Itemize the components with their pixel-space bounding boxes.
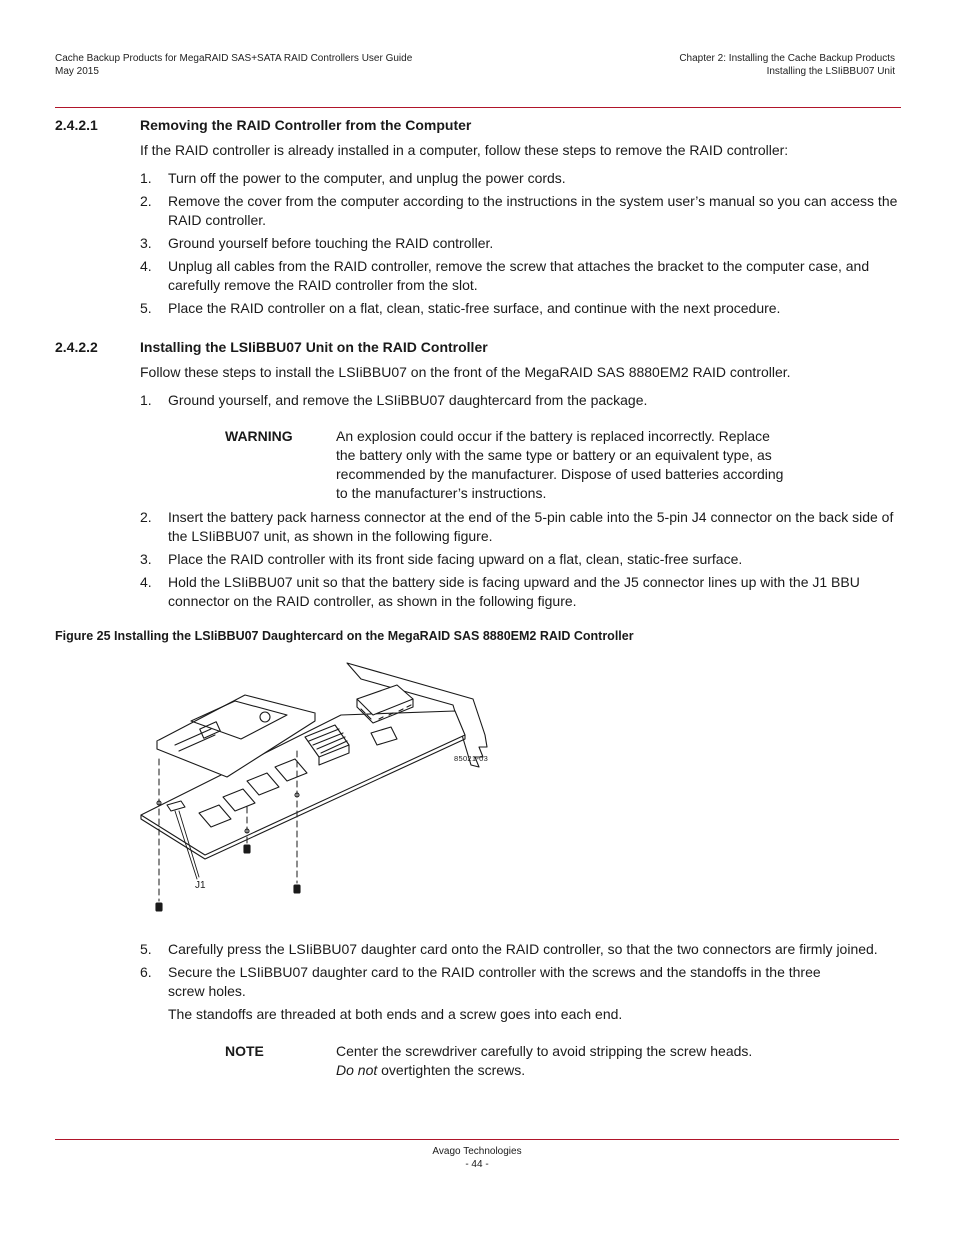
section-heading: Removing the RAID Controller from the Computer	[140, 117, 472, 133]
list-number: 1.	[140, 170, 152, 186]
footer-company: Avago Technologies	[432, 1146, 522, 1157]
list-text: Place the RAID controller on a flat, clean, static-free surface, and continue with the next procedure.	[168, 300, 781, 316]
note-emphasis: Do not	[336, 1062, 378, 1078]
note-line-2	[336, 1061, 796, 1080]
figure-illustration	[135, 655, 505, 925]
list-text: Carefully press the LSIiBBU07 daughter card onto the RAID controller, so that the two connectors are firmly joined.	[168, 941, 878, 957]
chapter-title: Chapter 2: Installing the Cache Backup Products	[679, 53, 895, 64]
list-text: Hold the LSIiBBU07 unit so that the battery side is facing upward and the J5 connector lines up with the J1 BBU connector on the RAID controller, as shown in the following figure.	[168, 574, 860, 609]
section-intro: If the RAID controller is already installed in a computer, follow these steps to remove the RAID controller:	[140, 142, 789, 158]
controller-line-drawing	[135, 655, 505, 925]
list-number: 4.	[140, 258, 152, 274]
doc-title: Cache Backup Products for MegaRAID SAS+SATA RAID Controllers User Guide	[55, 53, 413, 64]
warning-text: An explosion could occur if the battery is replaced incorrectly. Replace the battery only with the same type or battery or an equivalent type, as recommended by the manufacturer. Dispose of used batteries according to the manufacturer’s instructions.	[336, 428, 784, 501]
list-text: Place the RAID controller with its front side facing upward on a flat, clean, static-free surface.	[168, 551, 743, 567]
list-text: Ground yourself before touching the RAID controller.	[168, 235, 494, 251]
list-text: Insert the battery pack harness connector at the end of the 5-pin cable into the 5-pin J4 connector on the back side of the LSIiBBU07 unit, as shown in the following figure.	[168, 509, 894, 544]
section-heading: Installing the LSIiBBU07 Unit on the RAID Controller	[140, 339, 488, 355]
screw-group	[156, 845, 300, 911]
warning-label: WARNING	[225, 428, 293, 444]
note-label: NOTE	[225, 1043, 264, 1059]
list-item	[140, 234, 900, 253]
list-text: Secure the LSIiBBU07 daughter card to the RAID controller with the screws and the standoffs in the three screw holes.	[168, 964, 821, 999]
section-number: 2.4.2.1	[55, 117, 98, 133]
list-number: 2.	[140, 509, 152, 525]
doc-date: May 2015	[55, 65, 99, 77]
page-footer	[0, 1146, 954, 1171]
figure-part-number: 85021-03	[454, 754, 489, 763]
list-item	[140, 963, 900, 1001]
list-item	[140, 257, 900, 295]
step-detail: The standoffs are threaded at both ends and a screw goes into each end.	[168, 1006, 623, 1022]
list-item	[140, 169, 900, 188]
list-item	[140, 508, 900, 546]
list-item	[140, 192, 900, 230]
list-number: 3.	[140, 551, 152, 567]
list-text: Turn off the power to the computer, and unplug the power cords.	[168, 170, 566, 186]
section-intro: Follow these steps to install the LSIiBBU07 on the front of the MegaRAID SAS 8880EM2 RAID controller.	[140, 364, 791, 380]
header-rule	[55, 107, 901, 108]
figure-caption: Figure 25 Installing the LSIiBBU07 Daughtercard on the MegaRAID SAS 8880EM2 RAID Controller	[55, 629, 634, 643]
note-line-2-rest: overtighten the screws.	[377, 1062, 526, 1078]
list-text: Ground yourself, and remove the LSIiBBU07 daughtercard from the package.	[168, 392, 648, 408]
footer-rule	[55, 1139, 899, 1140]
list-number: 5.	[140, 941, 152, 957]
list-item	[140, 391, 900, 410]
page-number: - 44 -	[465, 1158, 489, 1170]
list-item	[140, 573, 900, 611]
list-number: 3.	[140, 235, 152, 251]
section-number: 2.4.2.2	[55, 339, 98, 355]
running-header-left	[55, 53, 412, 78]
running-header-right	[679, 53, 895, 78]
list-item	[140, 940, 900, 959]
section-title: Installing the LSIiBBU07 Unit	[766, 65, 895, 77]
note-text	[336, 1042, 796, 1080]
list-text: Unplug all cables from the RAID controller, remove the screw that attaches the bracket to the computer case, and carefully remove the RAID controller from the slot.	[168, 258, 870, 293]
list-number: 2.	[140, 193, 152, 209]
list-item	[140, 550, 900, 569]
list-number: 1.	[140, 392, 152, 408]
list-text: Remove the cover from the computer according to the instructions in the system user’s manual so you can access the RAID controller.	[168, 193, 898, 228]
note-line-1: Center the screwdriver carefully to avoid stripping the screw heads.	[336, 1043, 753, 1059]
j1-label: J1	[195, 880, 206, 891]
list-number: 6.	[140, 964, 152, 980]
list-number: 4.	[140, 574, 152, 590]
list-item	[140, 299, 900, 318]
list-number: 5.	[140, 300, 152, 316]
